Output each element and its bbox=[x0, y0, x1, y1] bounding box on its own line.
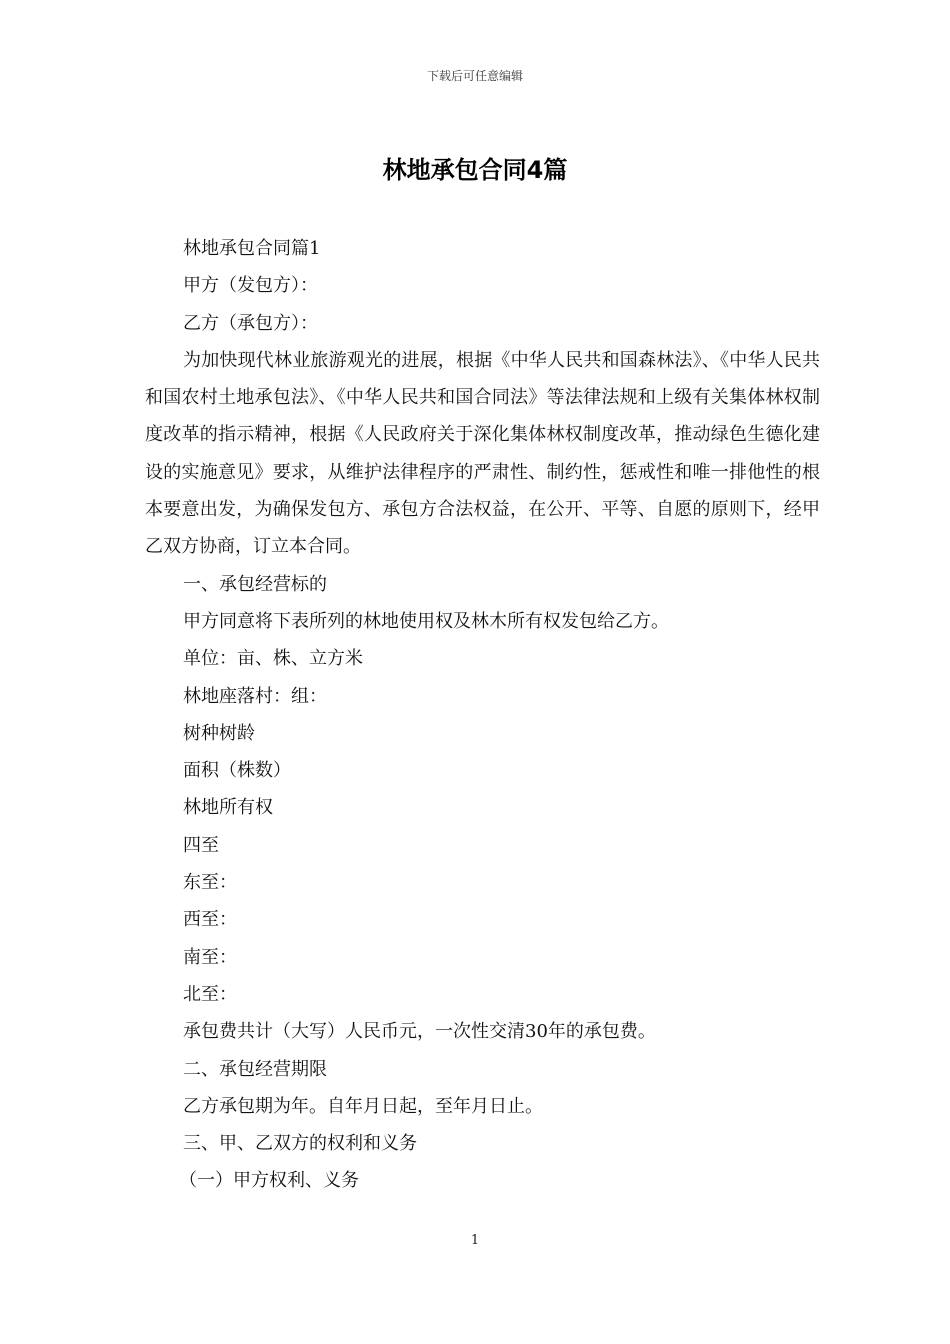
page-number: 1 bbox=[470, 1233, 480, 1248]
document-body bbox=[145, 230, 820, 1200]
boundary-west: 西至： bbox=[183, 909, 237, 931]
paragraph: 单位：亩、株、立方米 bbox=[183, 648, 363, 670]
clause-heading: 三、甲、乙双方的权利和义务 bbox=[183, 1133, 417, 1155]
paragraph: 甲方同意将下表所列的林地使用权及林木所有权发包给乙方。 bbox=[183, 610, 669, 632]
paragraph: 林地所有权 bbox=[183, 797, 273, 819]
paragraph: 乙方承包期为年。自年月日起，至年月日止。 bbox=[183, 1095, 543, 1117]
boundary-south: 南至： bbox=[183, 946, 237, 968]
clause-heading: 一、承包经营标的 bbox=[183, 573, 327, 595]
party-a-line: 甲方（发包方）： bbox=[183, 275, 318, 297]
boundary-east: 东至： bbox=[183, 872, 237, 894]
document-title: 林地承包合同4篇 bbox=[382, 156, 568, 184]
preamble-paragraph: 为加快现代林业旅游观光的进展，根据《中华人民共和国森林法》、《中华人民共和国农村土地承包法》、《中华人民共和国合同法》等法律法规和上级有关集体林权制度改革的指示精神，根据《人民政府关于深化集体林权制度改革，推动绿色生德化建设的实施意见》要求，从维护法律程序的严肃性、制约性，惩戒性和唯一排他性的根本要意出发，为确保发包方、承包方合法权益，在公开、平等、自愿的原则下，经甲乙双方协商，订立本合同。 bbox=[145, 349, 820, 558]
paragraph: 树种树龄 bbox=[183, 722, 255, 744]
clause-heading: 二、承包经营期限 bbox=[183, 1058, 327, 1080]
section-heading: 林地承包合同篇1 bbox=[183, 238, 321, 259]
paragraph: 林地座落村：组： bbox=[183, 685, 327, 707]
sub-clause-heading: （一）甲方权利、义务 bbox=[179, 1170, 359, 1192]
header-note: 下载后可任意编辑 bbox=[426, 69, 523, 83]
paragraph: 四至 bbox=[183, 834, 219, 856]
boundary-north: 北至： bbox=[183, 983, 237, 1005]
paragraph: 面积（株数） bbox=[183, 760, 291, 782]
party-b-line: 乙方（承包方）： bbox=[183, 312, 318, 334]
paragraph: 承包费共计（大写）人民币元，一次性交清30年的承包费。 bbox=[183, 1021, 656, 1043]
